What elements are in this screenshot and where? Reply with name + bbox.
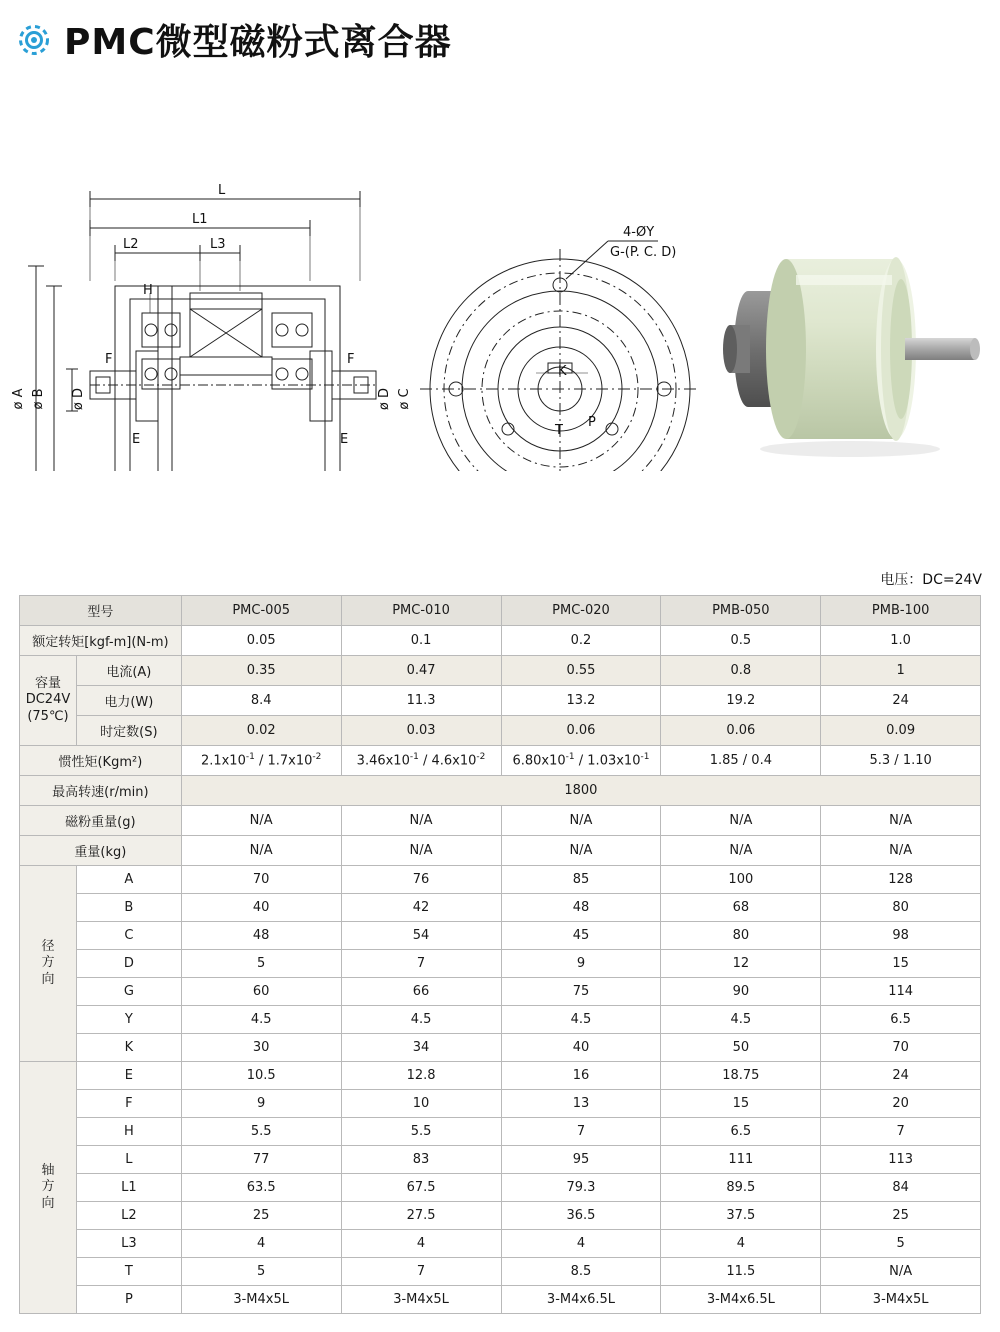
group-label-capacity: 容量 DC24V (75℃) [20, 656, 77, 746]
cell: $3.46x10^{-1} / 4.6x10^{-2}$ [341, 746, 501, 776]
row-label-power: 电力(W) [76, 686, 181, 716]
table-row [20, 776, 981, 806]
cell: 0.09 [821, 716, 981, 746]
cell: N/A [341, 806, 501, 836]
table-row [20, 894, 981, 922]
cell: 77 [181, 1146, 341, 1174]
table-row [20, 1146, 981, 1174]
header-model-0: PMC-005 [181, 596, 341, 626]
figure-area [0, 81, 1000, 471]
cell: 10.5 [181, 1062, 341, 1090]
cell: 111 [661, 1146, 821, 1174]
row-label-current: 电流(A) [76, 656, 181, 686]
cell: N/A [341, 836, 501, 866]
cell: 11.5 [661, 1258, 821, 1286]
dim-letter: C [76, 922, 181, 950]
table-row [20, 950, 981, 978]
cell: 37.5 [661, 1202, 821, 1230]
cell: 114 [821, 978, 981, 1006]
cell: 5 [181, 950, 341, 978]
cell: 24 [821, 1062, 981, 1090]
cell: N/A [501, 806, 661, 836]
table-row [20, 866, 981, 894]
gear-icon [12, 18, 56, 62]
cell: 54 [341, 922, 501, 950]
cell: 7 [341, 950, 501, 978]
cell: N/A [661, 806, 821, 836]
cell: 7 [341, 1258, 501, 1286]
dim-letter: D [76, 950, 181, 978]
dim-letter: A [76, 866, 181, 894]
table-row [20, 746, 981, 776]
voltage-note: 电压：DC=24V [880, 572, 982, 588]
cell: 48 [501, 894, 661, 922]
dim-letter: P [76, 1286, 181, 1314]
cell: 1 [821, 656, 981, 686]
table-row [20, 656, 981, 686]
cell: 6.5 [661, 1118, 821, 1146]
dim-letter: B [76, 894, 181, 922]
cell-max-speed: 1800 [181, 776, 980, 806]
cell: 25 [821, 1202, 981, 1230]
group-label-radial: 径 方 向 [20, 866, 77, 1062]
cell: 4 [181, 1230, 341, 1258]
cell: 3-M4x5L [341, 1286, 501, 1314]
svg-text:K: K [558, 364, 567, 379]
cell: 70 [181, 866, 341, 894]
cell: 9 [501, 950, 661, 978]
header-model-3: PMB-050 [661, 596, 821, 626]
table-row [20, 1118, 981, 1146]
dim-letter: L1 [76, 1174, 181, 1202]
table-row [20, 1090, 981, 1118]
cell: 5.5 [341, 1118, 501, 1146]
cell: 70 [821, 1034, 981, 1062]
svg-text:ø C: ø C [397, 388, 412, 410]
cell: 89.5 [661, 1174, 821, 1202]
cell: N/A [821, 836, 981, 866]
dim-letter: G [76, 978, 181, 1006]
cell: 90 [661, 978, 821, 1006]
row-label-rated-torque: 额定转矩[kgf-m](N-m) [20, 626, 182, 656]
svg-text:ø D: ø D [377, 387, 392, 411]
table-row [20, 1006, 981, 1034]
cell: 100 [661, 866, 821, 894]
cell: 0.47 [341, 656, 501, 686]
cell: 0.03 [341, 716, 501, 746]
cell: 0.05 [181, 626, 341, 656]
dim-letter: K [76, 1034, 181, 1062]
cell: 66 [341, 978, 501, 1006]
group-label-axial: 轴 方 向 [20, 1062, 77, 1314]
svg-text:L2: L2 [123, 237, 139, 252]
cell: N/A [661, 836, 821, 866]
cell: 16 [501, 1062, 661, 1090]
table-row [20, 1286, 981, 1314]
dim-letter: L3 [76, 1230, 181, 1258]
cell: 24 [821, 686, 981, 716]
svg-text:E: E [132, 432, 141, 447]
svg-text:E: E [340, 432, 349, 447]
page-title: PMC微型磁粉式离合器 [64, 22, 452, 63]
cell: 5.3 / 1.10 [821, 746, 981, 776]
cell: 15 [661, 1090, 821, 1118]
table-row [20, 1230, 981, 1258]
cell: 3-M4x5L [181, 1286, 341, 1314]
cell: 4.5 [501, 1006, 661, 1034]
row-label-max-speed: 最高转速(r/min) [20, 776, 182, 806]
cell: 9 [181, 1090, 341, 1118]
row-label-powder-weight: 磁粉重量(g) [20, 806, 182, 836]
cell: 5 [821, 1230, 981, 1258]
svg-text:L1: L1 [192, 212, 208, 227]
cell: 63.5 [181, 1174, 341, 1202]
cell: 1.0 [821, 626, 981, 656]
dim-letter: Y [76, 1006, 181, 1034]
svg-text:L3: L3 [210, 237, 226, 252]
cell: 3-M4x6.5L [661, 1286, 821, 1314]
cell: $2.1x10^{-1} / 1.7x10^{-2}$ [181, 746, 341, 776]
cell: 0.06 [661, 716, 821, 746]
table-row [20, 922, 981, 950]
cell: 0.35 [181, 656, 341, 686]
cell: 40 [501, 1034, 661, 1062]
cell: 48 [181, 922, 341, 950]
cell: 84 [821, 1174, 981, 1202]
cell: 3-M4x6.5L [501, 1286, 661, 1314]
header-model-label: 型号 [20, 596, 182, 626]
cell: 76 [341, 866, 501, 894]
header-model-2: PMC-020 [501, 596, 661, 626]
specification-table [19, 595, 981, 1314]
cell: 4 [341, 1230, 501, 1258]
cell: 7 [501, 1118, 661, 1146]
cell: 0.8 [661, 656, 821, 686]
table-row [20, 1202, 981, 1230]
svg-text:P: P [588, 415, 596, 430]
cell: 80 [821, 894, 981, 922]
cell: N/A [181, 806, 341, 836]
technical-drawing [10, 81, 710, 471]
svg-text:ø B: ø B [31, 388, 46, 410]
cell: N/A [501, 836, 661, 866]
cell: 4 [661, 1230, 821, 1258]
product-photo [700, 221, 990, 476]
cell: 6.5 [821, 1006, 981, 1034]
dim-letter: L2 [76, 1202, 181, 1230]
svg-text:L: L [218, 183, 226, 198]
cell: 75 [501, 978, 661, 1006]
table-row [20, 626, 981, 656]
header-model-1: PMC-010 [341, 596, 501, 626]
header-model-4: PMB-100 [821, 596, 981, 626]
cell: 4 [501, 1230, 661, 1258]
cell: N/A [821, 1258, 981, 1286]
cell: 5 [181, 1258, 341, 1286]
svg-text:ø A: ø A [11, 388, 26, 410]
cell: 8.4 [181, 686, 341, 716]
cell: 7 [821, 1118, 981, 1146]
row-label-time-constant: 时定数(S) [76, 716, 181, 746]
table-row [20, 1034, 981, 1062]
svg-text:G-(P. C. D): G-(P. C. D) [610, 245, 677, 260]
cell: 25 [181, 1202, 341, 1230]
cell: 68 [661, 894, 821, 922]
cell: N/A [821, 806, 981, 836]
cell: 83 [341, 1146, 501, 1174]
cell: 50 [661, 1034, 821, 1062]
cell: 8.5 [501, 1258, 661, 1286]
svg-text:T: T [555, 423, 563, 438]
cell: 113 [821, 1146, 981, 1174]
cell: 20 [821, 1090, 981, 1118]
cell: 1.85 / 0.4 [661, 746, 821, 776]
table-row [20, 686, 981, 716]
dim-letter: T [76, 1258, 181, 1286]
row-label-weight: 重量(kg) [20, 836, 182, 866]
cell: 5.5 [181, 1118, 341, 1146]
table-row [20, 806, 981, 836]
cell: 3-M4x5L [821, 1286, 981, 1314]
cell: 60 [181, 978, 341, 1006]
cell: 98 [821, 922, 981, 950]
cell: 0.1 [341, 626, 501, 656]
svg-text:ø D: ø D [71, 387, 86, 411]
dim-letter: F [76, 1090, 181, 1118]
cell: 15 [821, 950, 981, 978]
cell: 128 [821, 866, 981, 894]
cell: 0.06 [501, 716, 661, 746]
cell: 45 [501, 922, 661, 950]
page-header [0, 0, 1000, 75]
cell: 0.55 [501, 656, 661, 686]
cell: 80 [661, 922, 821, 950]
table-row [20, 836, 981, 866]
dim-letter: H [76, 1118, 181, 1146]
cell: 0.02 [181, 716, 341, 746]
cell: 27.5 [341, 1202, 501, 1230]
cell: N/A [181, 836, 341, 866]
cell: 12.8 [341, 1062, 501, 1090]
dim-letter: E [76, 1062, 181, 1090]
svg-text:H: H [143, 283, 153, 298]
cell: 30 [181, 1034, 341, 1062]
cell: 34 [341, 1034, 501, 1062]
table-row [20, 1258, 981, 1286]
svg-text:4-ØY: 4-ØY [623, 225, 655, 240]
cell: 4.5 [341, 1006, 501, 1034]
cell: 19.2 [661, 686, 821, 716]
dim-letter: L [76, 1146, 181, 1174]
cell: 11.3 [341, 686, 501, 716]
cell: 10 [341, 1090, 501, 1118]
table-row [20, 716, 981, 746]
cell: 67.5 [341, 1174, 501, 1202]
table-row [20, 978, 981, 1006]
cell: 0.5 [661, 626, 821, 656]
cell: 18.75 [661, 1062, 821, 1090]
cell: 95 [501, 1146, 661, 1174]
cell: 4.5 [181, 1006, 341, 1034]
svg-text:F: F [347, 352, 355, 367]
cell: 42 [341, 894, 501, 922]
row-label-inertia: 惯性矩(Kgm²) [20, 746, 182, 776]
cell: 85 [501, 866, 661, 894]
cell: 0.2 [501, 626, 661, 656]
cell: $6.80x10^{-1} / 1.03x10^{-1}$ [501, 746, 661, 776]
cell: 13.2 [501, 686, 661, 716]
cell: 79.3 [501, 1174, 661, 1202]
cell: 36.5 [501, 1202, 661, 1230]
table-header-row [20, 596, 981, 626]
cell: 40 [181, 894, 341, 922]
table-row [20, 1062, 981, 1090]
table-row [20, 1174, 981, 1202]
cell: 12 [661, 950, 821, 978]
cell: 4.5 [661, 1006, 821, 1034]
svg-text:F: F [105, 352, 113, 367]
cell: 13 [501, 1090, 661, 1118]
